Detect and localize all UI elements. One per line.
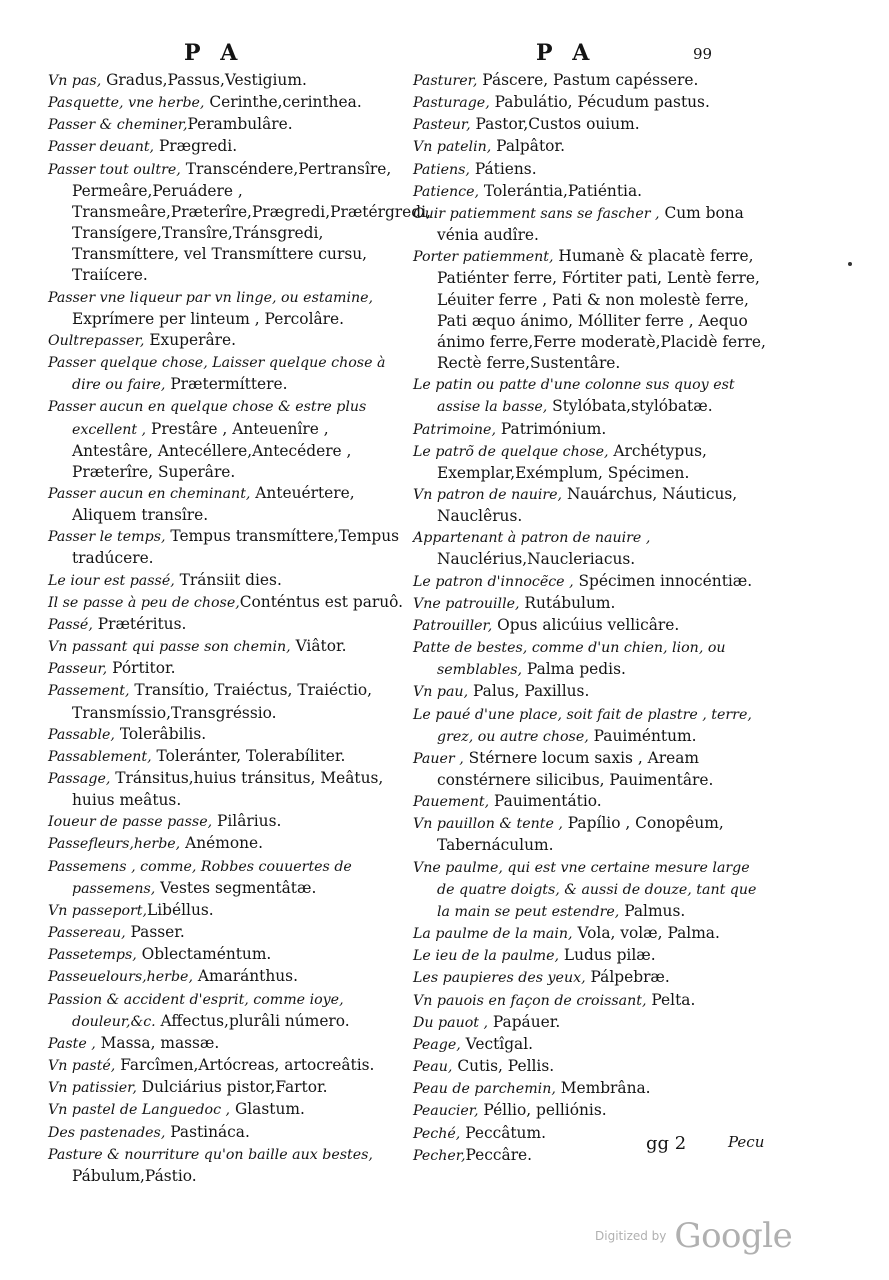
entry-headword: Pauer , [413, 750, 464, 767]
dictionary-entry [48, 614, 410, 636]
entry-translation: Passer. [125, 923, 185, 942]
entry-translation: Papáuer. [487, 1012, 561, 1031]
dictionary-entry [48, 1077, 410, 1099]
entry-translation: Exuperâre. [144, 330, 236, 349]
entry-translation: Archétypus, Exemplar,Exémplum, Spécimen. [437, 441, 707, 482]
dictionary-entry [413, 791, 770, 813]
entry-translation: Opus alicúius vellicâre. [492, 615, 680, 634]
dictionary-entry [48, 592, 410, 614]
entry-translation: Affectus,plurâli número. [155, 1011, 350, 1030]
dictionary-entry [413, 374, 770, 418]
dictionary-entry [413, 704, 770, 748]
page-number: 99 [693, 45, 713, 63]
dictionary-entry [413, 615, 770, 637]
entry-headword: Passion & accident d'esprit, comme ioye, douleur,&c. [48, 991, 344, 1030]
entry-headword: Pasturage, [413, 95, 490, 112]
dictionary-entry [48, 680, 410, 723]
entry-translation: Prægredi. [154, 137, 238, 156]
entry-headword: Le paué d'une place, soit fait de plastre , terre, grez, ou autre chose, [413, 706, 752, 745]
entry-headword: Vn passant qui passe son chemin, [48, 639, 291, 656]
entry-headword: Vn patissier, [48, 1080, 137, 1097]
entry-headword: Passer deuant, [48, 139, 155, 156]
entry-headword: Du pauot , [413, 1014, 488, 1031]
entry-headword: Passeur, [48, 661, 108, 678]
dictionary-entry [413, 246, 770, 374]
dictionary-entry [48, 70, 410, 92]
running-head-left: P A [184, 40, 244, 66]
entry-headword: Peché, [413, 1125, 461, 1142]
dictionary-entry [413, 637, 770, 681]
entry-translation: Tolerántia,Patiéntia. [479, 181, 643, 200]
entry-translation: Cum bona vénia audîre. [437, 203, 744, 245]
entry-translation: Anteuértere, Aliquem transîre. [72, 483, 355, 525]
entry-headword: Passer quelque chose, Laisser quelque chose à dire ou faire, [48, 355, 386, 394]
dictionary-entry [413, 681, 770, 703]
entry-translation: Prætéritus. [92, 614, 187, 633]
entry-translation: Gradus,Passus,Vestigium. [101, 71, 307, 89]
dictionary-entry [48, 746, 410, 768]
entry-translation: Farcîmen,Artócreas, artocreâtis. [115, 1056, 375, 1075]
dictionary-entry [48, 159, 431, 287]
entry-headword: Passereau, [48, 925, 126, 942]
dictionary-entry [413, 967, 770, 989]
entry-translation: Peccâtum. [460, 1123, 546, 1142]
dictionary-entry [413, 484, 770, 527]
dictionary-entry [48, 352, 410, 396]
dictionary-entry [48, 900, 410, 922]
dictionary-entry [413, 419, 770, 441]
dictionary-entry [413, 923, 770, 945]
entry-translation: Pelta. [646, 990, 696, 1009]
entry-headword: Le ieu de la paulme, [413, 948, 559, 965]
dictionary-entry [413, 441, 770, 484]
left-column [48, 70, 431, 1187]
dictionary-entry [48, 136, 410, 158]
entry-translation: Papílio , Conopêum, Tabernáculum. [437, 814, 724, 855]
entry-headword: Passefleurs,herbe, [48, 836, 181, 853]
entry-translation: Pórtitor. [107, 659, 176, 678]
entry-headword: Appartenant à patron de nauire , [413, 530, 651, 547]
dictionary-entry [48, 658, 410, 680]
dictionary-entry [413, 571, 770, 593]
dictionary-entry [48, 1144, 410, 1187]
dictionary-entry [413, 1078, 770, 1100]
dictionary-entry [48, 570, 410, 592]
dictionary-entry [48, 833, 410, 855]
entry-translation: Exprímere per linteum , Percolâre. [72, 309, 345, 328]
entry-headword: Vn pauillon & tente , [413, 816, 563, 833]
entry-translation: Perambulâre. [187, 115, 293, 134]
entry-translation: Vestes segmentâtæ. [155, 878, 317, 897]
entry-translation: Pauimentátio. [489, 792, 602, 811]
dictionary-entry [48, 1099, 410, 1121]
dictionary-entry [413, 1145, 770, 1167]
dictionary-entry [48, 811, 410, 833]
entry-headword: Passer tout oultre, [48, 161, 181, 178]
dictionary-entry [48, 922, 410, 944]
dictionary-entry [48, 526, 410, 569]
entry-headword: Passer & cheminer, [48, 117, 188, 134]
dictionary-entry [413, 181, 770, 203]
entry-headword: Pauement, [413, 794, 490, 811]
dictionary-entry [48, 92, 410, 114]
dictionary-entry [413, 1034, 770, 1056]
entry-headword: Peaucier, [413, 1103, 479, 1120]
entry-headword: Il se passe à peu de chose, [48, 594, 240, 611]
entry-headword: Passer le temps, [48, 529, 166, 546]
entry-translation: Páscere, Pastum capéssere. [477, 71, 699, 89]
entry-translation: Libéllus. [147, 900, 214, 919]
entry-translation: Palmus. [619, 901, 686, 920]
entry-translation: Pauiméntum. [588, 726, 697, 745]
entry-headword: Patte de bestes, comme d'un chien, lion, ou semblables, [413, 640, 726, 679]
entry-translation: Pastináca. [165, 1122, 250, 1141]
entry-headword: Porter patiemment, [413, 249, 554, 266]
dictionary-entry [413, 813, 770, 856]
dictionary-entry [413, 857, 770, 923]
entry-headword: Vn pas, [48, 73, 102, 89]
entry-headword: Oultrepasser, [48, 332, 145, 349]
dictionary-entry [413, 748, 770, 791]
entry-translation: Péllio, pelliónis. [478, 1101, 607, 1120]
dictionary-entry [48, 856, 410, 900]
entry-headword: Patiens, [413, 161, 470, 178]
entry-headword: Vn pau, [413, 684, 469, 701]
entry-headword: Patrimoine, [413, 421, 496, 438]
entry-headword: Peage, [413, 1036, 461, 1053]
entry-headword: Ioueur de passe passe, [48, 814, 213, 831]
entry-translation: Pastor,Custos ouium. [470, 115, 640, 134]
entry-translation: Tempus transmíttere,Tempus tradúcere. [72, 527, 400, 568]
dictionary-entry [48, 1055, 410, 1077]
watermark-prefix: Digitized by [595, 1229, 667, 1243]
entry-translation: Anémone. [180, 834, 264, 853]
catchword: Pecu [728, 1133, 765, 1151]
entry-translation: Dulciárius pistor,Fartor. [136, 1078, 328, 1097]
entry-headword: Passage, [48, 771, 111, 787]
entry-headword: Passer aucun en cheminant, [48, 485, 251, 502]
dictionary-entry [413, 593, 770, 615]
entry-headword: Peau, [413, 1059, 453, 1076]
entry-translation: Pilârius. [212, 812, 282, 831]
dictionary-entry [413, 70, 770, 92]
dictionary-entry [413, 1012, 770, 1034]
dictionary-entry [48, 287, 410, 330]
dictionary-entry [413, 136, 770, 158]
dictionary-entry [48, 989, 410, 1033]
entry-translation: Viâtor. [290, 637, 347, 656]
entry-headword: Passer vne liqueur par vn linge, ou estamine, [48, 289, 374, 306]
entry-translation: Transcéndere,Pertransîre, Permeâre,Peruádere , Transmeâre,Præterîre,Prægredi,Prætérgredi, Transígere,Transîre,Tránsgredi, Transmíttere, vel Transmíttere cursu, Traiícere. [72, 159, 431, 285]
entry-translation: Stylóbata,stylóbatæ. [547, 397, 713, 416]
dictionary-entry [413, 990, 770, 1012]
entry-translation: Tránsiit dies. [174, 570, 282, 589]
dictionary-entry [413, 527, 770, 570]
entry-headword: Passablement, [48, 748, 152, 765]
dictionary-entry [413, 92, 770, 114]
entry-translation: Palpâtor. [491, 137, 565, 156]
dictionary-entry [48, 944, 410, 966]
entry-headword: La paulme de la main, [413, 926, 573, 943]
entry-translation: Tránsitus,huius tránsitus, Meâtus, huius meâtus. [72, 769, 384, 810]
entry-translation: Tolerâbilis. [114, 724, 207, 743]
right-column [413, 70, 770, 1167]
entry-translation: Spécimen innocéntiæ. [573, 571, 753, 590]
entry-translation: Patrimónium. [495, 419, 607, 438]
dictionary-entry [48, 636, 410, 658]
dictionary-entry [48, 396, 410, 483]
entry-headword: Le patron d'innocẽce , [413, 573, 574, 590]
entry-headword: Patience, [413, 183, 479, 200]
dictionary-entry [48, 114, 410, 136]
entry-translation: Stérnere locum saxis , Aream constérnere silicibus, Pauimentâre. [437, 748, 714, 789]
entry-translation: Pátiens. [469, 159, 537, 178]
dictionary-entry [413, 1100, 770, 1122]
dictionary-entry [48, 966, 410, 988]
entry-translation: Toleránter, Tolerabíliter. [151, 746, 346, 765]
entry-headword: Passeuelours,herbe, [48, 969, 193, 986]
digitized-watermark [595, 1216, 792, 1256]
entry-translation: Rutábulum. [519, 593, 616, 612]
dictionary-entry [48, 1122, 410, 1144]
entry-translation: Nauclérius,Naucleriacus. [437, 550, 636, 569]
entry-translation: Vectîgal. [460, 1034, 534, 1053]
running-head-right: P A [536, 40, 596, 66]
dictionary-entry [413, 1123, 770, 1145]
entry-translation: Pabulátio, Pécudum pastus. [489, 93, 710, 112]
entry-headword: Vn pauois en façon de croissant, [413, 992, 647, 1009]
entry-headword: Passement, [48, 683, 130, 700]
signature-mark: gg 2 [646, 1133, 687, 1154]
entry-headword: Pecher, [413, 1147, 466, 1164]
entry-translation: Prætermíttere. [165, 375, 288, 394]
dictionary-entry [413, 203, 770, 246]
entry-translation: Peccâre. [465, 1145, 533, 1164]
entry-headword: Pasturer, [413, 73, 478, 89]
entry-translation: Pábulum,Pástio. [72, 1166, 197, 1185]
entry-translation: Glastum. [230, 1100, 305, 1119]
entry-headword: Vne paulme, qui est vne certaine mesure large de quatre doigts, & aussi de douze, tant que la main se peut estendre, [413, 859, 757, 920]
entry-translation: Ludus pilæ. [558, 946, 656, 965]
dictionary-entry [48, 768, 410, 811]
entry-translation: Vola, volæ, Palma. [572, 924, 720, 943]
dictionary-entry [413, 114, 770, 136]
entry-headword: Pasture & nourriture qu'on baille aux bestes, [48, 1146, 373, 1163]
entry-translation: Palus, Paxillus. [468, 682, 590, 701]
entry-translation: Amaránthus. [192, 967, 298, 986]
entry-translation: Pálpebræ. [585, 968, 670, 987]
google-logo: Google [674, 1216, 793, 1256]
entry-translation: Membrâna. [555, 1079, 651, 1098]
entry-translation: Oblectaméntum. [136, 945, 272, 964]
entry-headword: Passer aucun en quelque chose & estre plus excellent , [48, 399, 367, 438]
dictionary-entry [48, 724, 410, 746]
entry-headword: Patrouiller, [413, 617, 493, 634]
entry-headword: Paste , [48, 1035, 96, 1052]
entry-headword: Ouir patiemment sans se fascher , [413, 205, 660, 222]
dictionary-entry [413, 1056, 770, 1078]
entry-headword: Vn passeport, [48, 902, 148, 919]
entry-headword: Le iour est passé, [48, 572, 175, 589]
entry-headword: Vn patron de nauire, [413, 486, 563, 503]
entry-translation: Palma pedis. [522, 660, 626, 679]
entry-headword: Le patrõ de quelque chose, [413, 443, 609, 460]
entry-translation: Prestâre , Anteuenîre , Antestâre, Antecéllere,Antecédere , Præterîre, Superâre. [72, 419, 352, 481]
entry-translation: Humanè & placatè ferre, Patiénter ferre, Fórtiter pati, Lentè ferre, Léuiter ferre , Pati & non molestè ferre, Pati æquo ánimo, Mólliter ferre , Aequo ánimo ferre,Ferre moderatè,Placidè ferre, Rectè ferre,Sustentâre. [437, 247, 766, 373]
entry-headword: Passetemps, [48, 947, 137, 964]
dictionary-entry [48, 483, 410, 526]
entry-translation: Transítio, Traiéctus, Traiéctio, Transmíssio,Transgréssio. [72, 681, 373, 722]
entry-headword: Pasquette, vne herbe, [48, 95, 205, 112]
dictionary-entry [48, 1033, 410, 1055]
entry-headword: Les paupieres des yeux, [413, 970, 586, 987]
dictionary-entry [413, 159, 770, 181]
entry-translation: Cutis, Pellis. [452, 1057, 555, 1076]
entry-headword: Des pastenades, [48, 1124, 166, 1141]
entry-translation: Conténtus est paruô. [239, 592, 404, 611]
entry-headword: Vne patrouille, [413, 595, 520, 612]
entry-headword: Passable, [48, 726, 115, 743]
dictionary-entry [48, 330, 410, 352]
entry-headword: Vn patelin, [413, 139, 492, 156]
entry-headword: Peau de parchemin, [413, 1081, 556, 1098]
ink-speck [848, 262, 852, 266]
entry-headword: Passé, [48, 616, 93, 633]
dictionary-entry [413, 945, 770, 967]
entry-headword: Le patin ou patte d'une colonne sus quoy est assise la basse, [413, 377, 735, 416]
entry-headword: Pasteur, [413, 117, 471, 134]
entry-headword: Passemens , comme, Robbes couuertes de passemens, [48, 858, 352, 897]
entry-translation: Massa, massæ. [95, 1033, 220, 1052]
entry-translation: Cerinthe,cerinthea. [204, 93, 362, 112]
entry-headword: Vn pastel de Languedoc , [48, 1102, 231, 1119]
entry-headword: Vn pasté, [48, 1058, 116, 1075]
entry-translation: Nauárchus, Náuticus, Nauclêrus. [437, 484, 738, 526]
